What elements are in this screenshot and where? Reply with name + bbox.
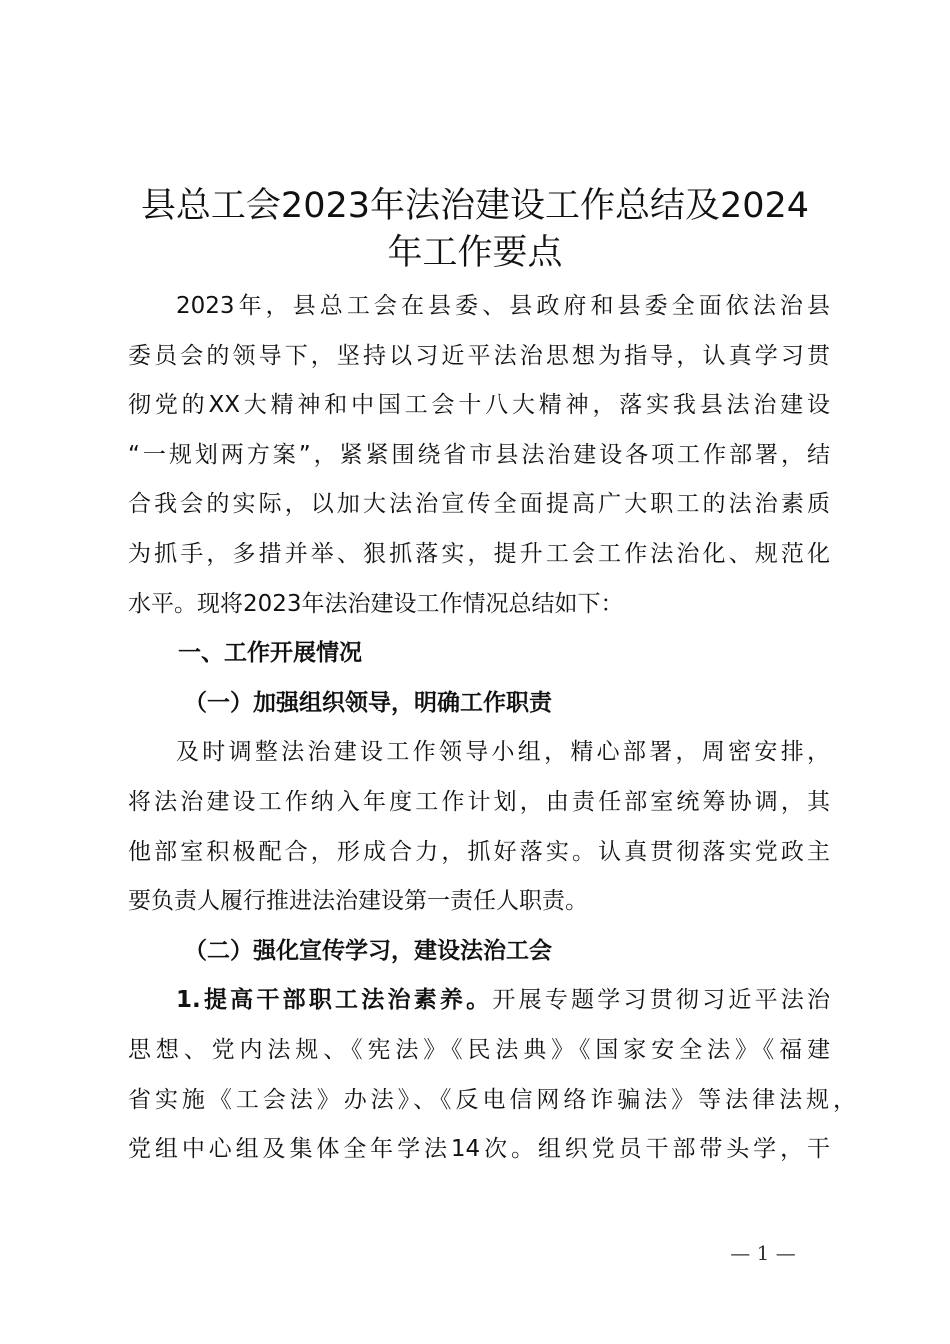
item1-bold-lead: 1.提高干部职工法治素养。 xyxy=(176,987,493,1014)
intro-line-7: 水平。现将2023年法治建设工作情况总结如下： xyxy=(128,590,624,617)
section1-line-1: 及时调整法治建设工作领导小组，精心部署，周密安排， xyxy=(176,739,830,766)
section1-line-2: 将法治建设工作纳入年度工作计划，由责任部室统筹协调，其 xyxy=(128,788,830,815)
intro-line-1: 2023年，县总工会在县委、县政府和县委全面依法治县 xyxy=(176,293,830,319)
intro-line-5: 合我会的实际，以加大法治宣传全面提高广大职工的法治素质 xyxy=(128,491,830,518)
intro-line-4: “一规划两方案”，紧紧围绕省市县法治建设各项工作部署，结 xyxy=(128,441,830,468)
subsection-heading-2: （二）强化宣传学习，建设法治工会 xyxy=(184,937,552,964)
page-number: — 1 — xyxy=(730,1241,796,1265)
item1-line-2: 思想、党内法规、《宪法》《民法典》《国家安全法》《福建 xyxy=(128,1036,830,1063)
document-title-line-2: 年工作要点 xyxy=(387,233,563,273)
section1-line-4: 要负责人履行推进法治建设第一责任人职责。 xyxy=(128,888,588,915)
section1-line-3: 他部室积极配合，形成合力，抓好落实。认真贯彻落实党政主 xyxy=(128,838,830,865)
subsection-heading-1: （一）加强组织领导，明确工作职责 xyxy=(184,689,552,716)
intro-line-6: 为抓手，多措并举、狠抓落实，提升工会工作法治化、规范化 xyxy=(128,540,830,567)
item1-line-4: 党组中心组及集体全年学法14次。组织党员干部带头学，干 xyxy=(128,1136,830,1163)
intro-line-3: 彻党的XX大精神和中国工会十八大精神，落实我县法治建设 xyxy=(128,392,830,419)
document-title-line-1: 县总工会2023年法治建设工作总结及2024 xyxy=(140,186,810,226)
item1-line-1 xyxy=(128,976,830,1026)
item1-line-1-text: 开展专题学习贯彻习近平法治 xyxy=(492,987,830,1014)
intro-line-2: 委员会的领导下，坚持以习近平法治思想为指导，认真学习贯 xyxy=(128,342,830,369)
item1-line-3: 省实施《工会法》办法》、《反电信网络诈骗法》等法律法规， xyxy=(128,1086,856,1113)
document-body xyxy=(128,282,868,1175)
section-heading-1: 一、工作开展情况 xyxy=(178,640,362,667)
